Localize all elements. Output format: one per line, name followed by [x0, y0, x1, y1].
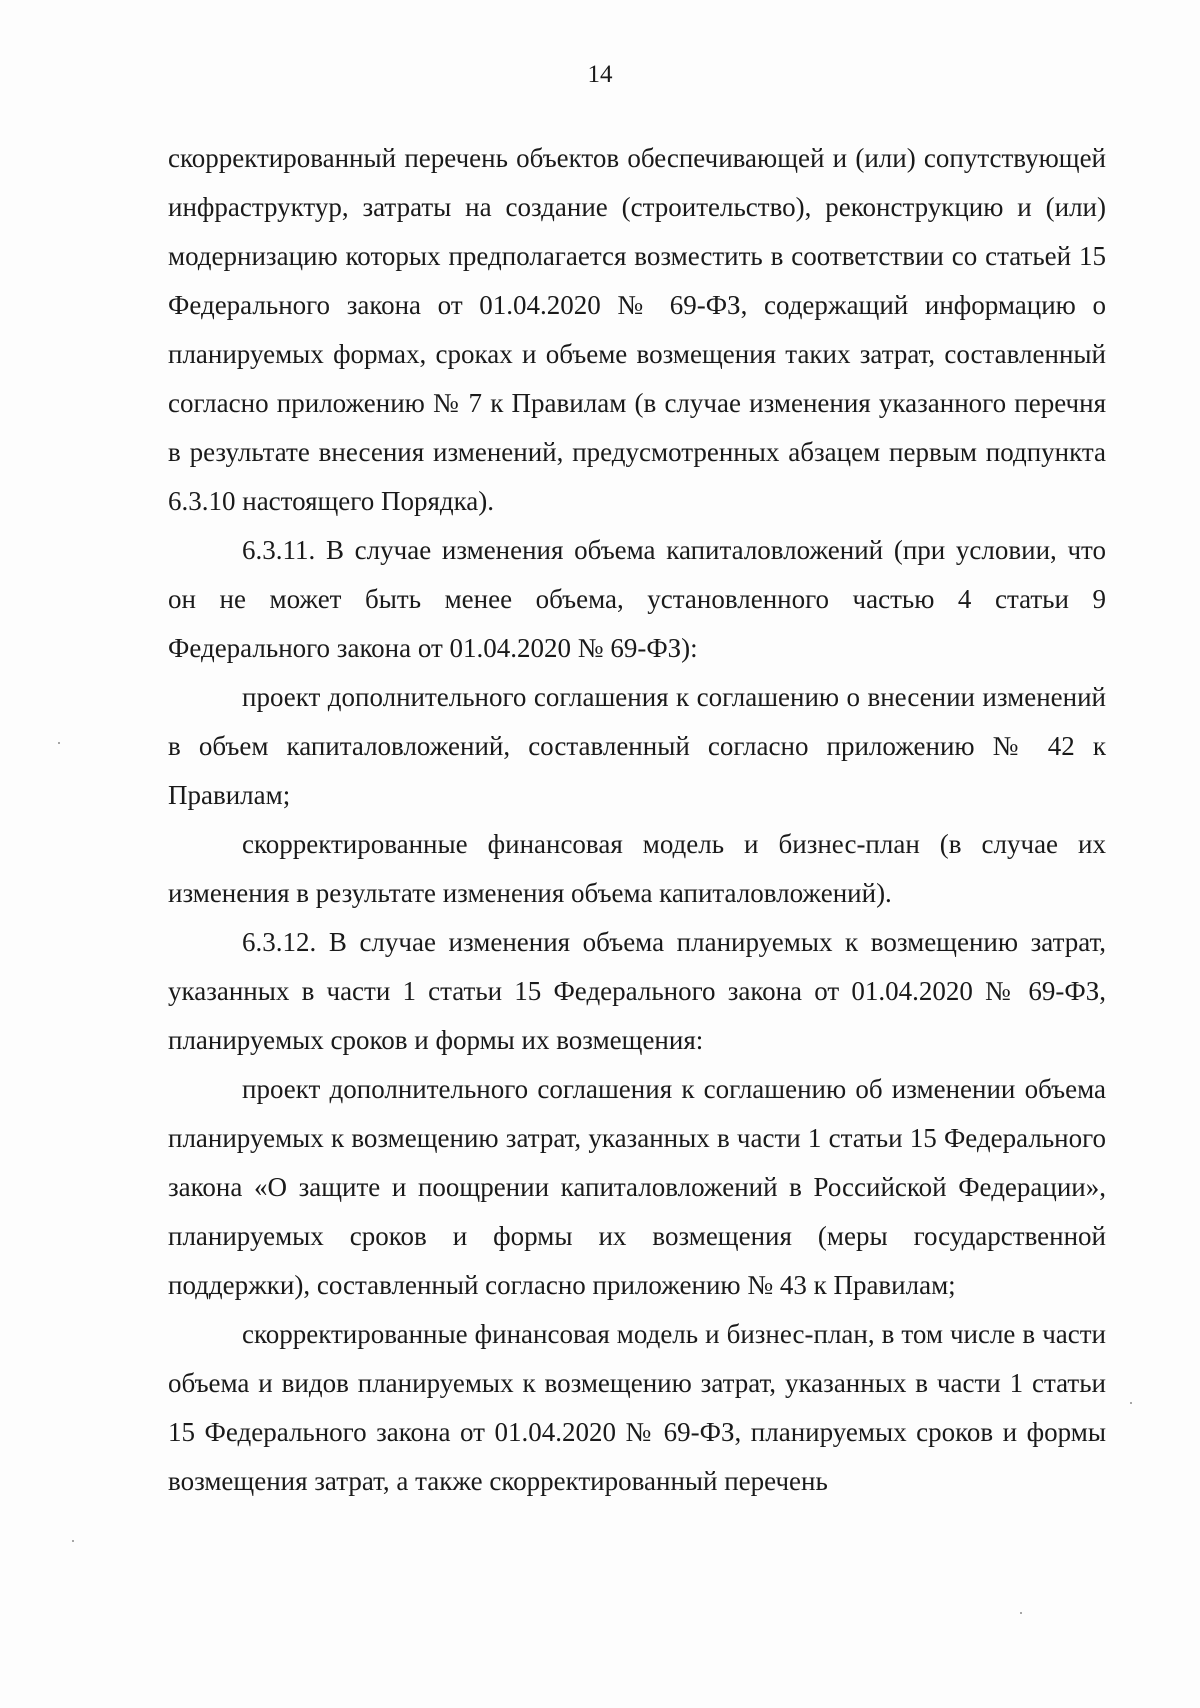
- paragraph-6-3-12: 6.3.12. В случае изменения объема планируемых к возмещению затрат, указанных в части 1 статьи 15 Федерального закона от 01.04.2020 № 69-ФЗ, планируемых сроков и формы их возмещения:: [168, 927, 1106, 1055]
- paragraph-financial-model-1: скорректированные финансовая модель и бизнес-план (в случае их изменения в результате изменения объема капиталовложений).: [168, 829, 1106, 908]
- paragraph-6-3-11: 6.3.11. В случае изменения объема капиталовложений (при условии, что он не может быть менее объема, установленного частью 4 статьи 9 Федерального закона от 01.04.2020 № 69-ФЗ):: [168, 535, 1106, 663]
- scan-speck: [1130, 1402, 1132, 1404]
- paragraph-infrastructure-list: скорректированный перечень объектов обеспечивающей и (или) сопутствующей инфраструктур, затраты на создание (строительство), реконструкцию и (или) модернизацию которых предполагается возместить в соответствии со статьей 15 Федерального закона от 01.04.2020 № 69-ФЗ, содержащий информацию о планируемых формах, сроках и объеме возмещения таких затрат, составленный согласно приложению № 7 к Правилам (в случае изменения указанного перечня в результате внесения изменений, предусмотренных абзацем первым подпункта 6.3.10 настоящего Порядка).: [168, 143, 1106, 516]
- page-number: 14: [587, 61, 613, 88]
- document-body: [168, 134, 1106, 1506]
- scan-speck: [58, 742, 60, 744]
- paragraph-financial-model-2: скорректированные финансовая модель и бизнес-план, в том числе в части объема и видов планируемых к возмещению затрат, указанных в части 1 статьи 15 Федерального закона от 01.04.2020 № 69-ФЗ, планируемых сроков и формы возмещения затрат, а также скорректированный перечень: [168, 1319, 1106, 1496]
- paragraph-agreement-draft-43: проект дополнительного соглашения к соглашению об изменении объема планируемых к возмещению затрат, указанных в части 1 статьи 15 Федерального закона «О защите и поощрении капиталовложений в Российской Федерации», планируемых сроков и формы их возмещения (меры государственной поддержки), составленный согласно приложению № 43 к Правилам;: [168, 1074, 1106, 1300]
- scan-speck: [1020, 1612, 1022, 1614]
- paragraph-agreement-draft-42: проект дополнительного соглашения к соглашению о внесении изменений в объем капиталовложений, составленный согласно приложению № 42 к Правилам;: [168, 682, 1106, 810]
- scan-speck: [72, 1540, 74, 1542]
